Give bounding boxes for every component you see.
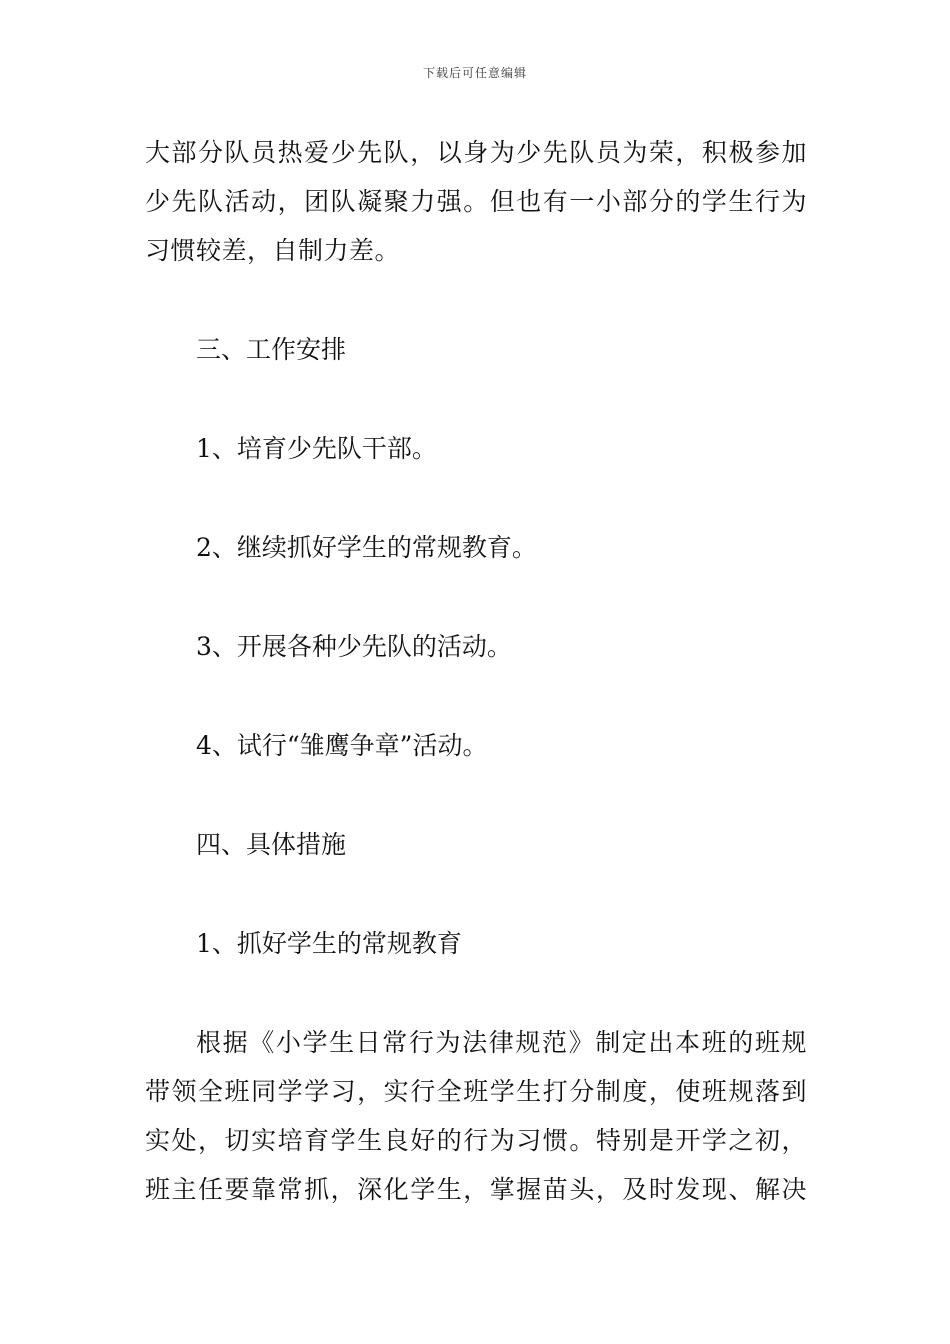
list-item: 2、继续抓好学生的常规教育。 — [196, 533, 537, 562]
intro-paragraph — [145, 128, 807, 275]
list-item: 1、培育少先队干部。 — [196, 434, 437, 463]
paragraph-line: 少先队活动，团队凝聚力强。但也有一小部分的学生行为 — [145, 187, 807, 216]
section-heading-work-arrangement: 三、工作安排 — [196, 335, 347, 364]
paragraph-line: 大部分队员热爱少先队，以身为少先队员为荣，积极参加 — [145, 138, 807, 167]
section-heading-specific-measures: 四、具体措施 — [196, 830, 347, 859]
paragraph-line: 班主任要靠常抓，深化学生，掌握苗头，及时发现、解决 — [145, 1175, 807, 1204]
subsection-heading: 1、抓好学生的常规教育 — [196, 929, 462, 958]
paragraph-line: 根据《小学生日常行为法律规范》制定出本班的班规 — [196, 1028, 807, 1057]
list-item: 4、试行“雏鹰争章”活动。 — [196, 731, 488, 760]
measures-paragraph — [145, 1018, 807, 1214]
paragraph-line: 习惯较差，自制力差。 — [145, 236, 401, 265]
paragraph-line: 实处，切实培育学生良好的行为习惯。特别是开学之初， — [145, 1126, 807, 1155]
document-body — [145, 128, 807, 1214]
list-item: 3、开展各种少先队的活动。 — [196, 632, 512, 661]
page-header: 下载后可任意编辑 — [422, 66, 527, 80]
paragraph-line: 带领全班同学学习，实行全班学生打分制度，使班规落到 — [145, 1077, 807, 1106]
